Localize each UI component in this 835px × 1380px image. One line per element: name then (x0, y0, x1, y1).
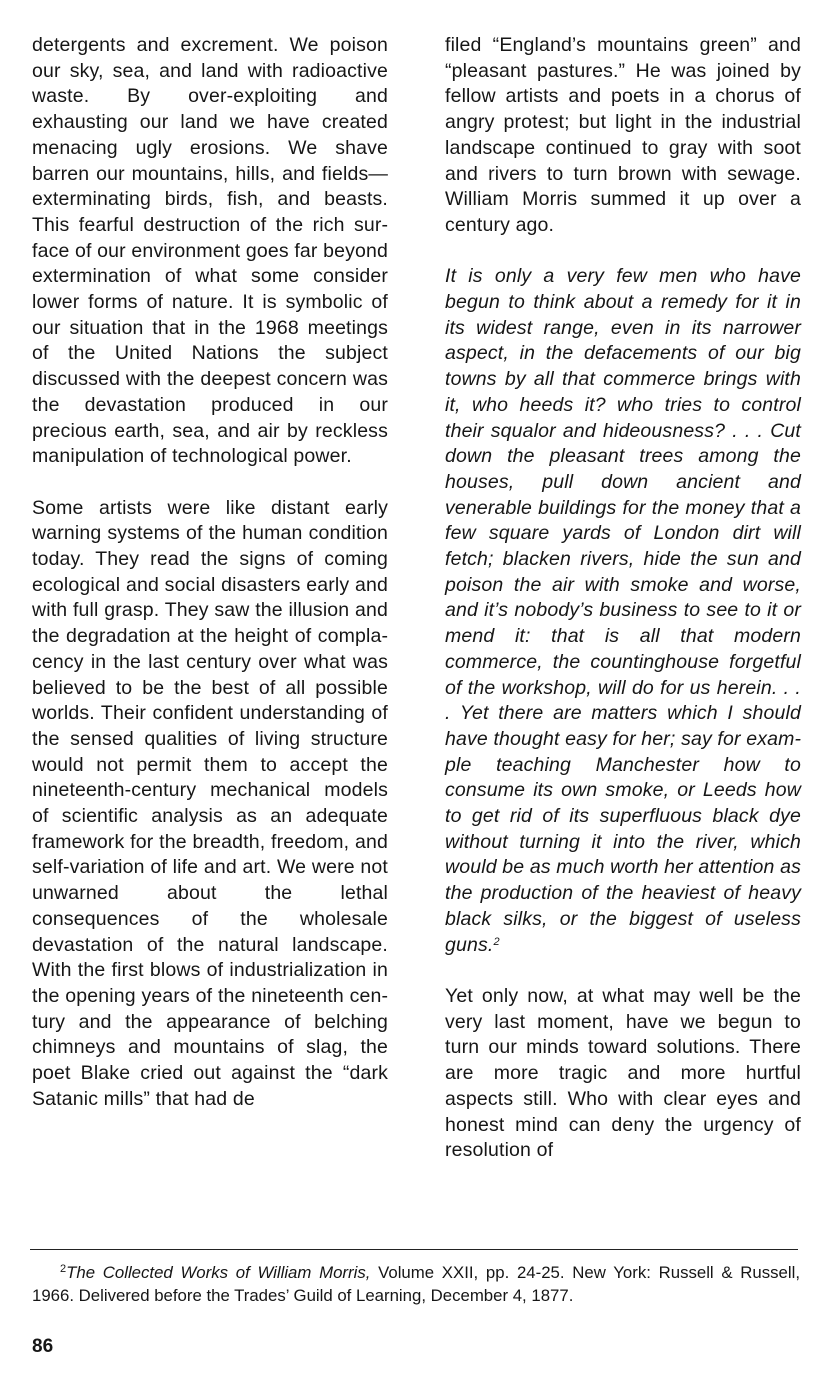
footnote-title: The Collected Works of William Morris, (66, 1263, 371, 1282)
page-number: 86 (32, 1336, 54, 1357)
body-paragraph: detergents and excrement. We poison our sky, sea, and land with radioactive waste. By over-exploiting and exhausting our land we have created menacing ugly erosions. We shave barren our mountains, hills, and fields—exterminating birds, fish, and beasts. This fearful destruction of the rich surface of our environment goes far beyond extermination of what some consider lower forms of nature. It is symbolic of our situation that in the 1968 meetings of the United Nations the subject discussed with the deepest concern was the devastation produced in our precious earth, sea, and air by reckless manipulation of technological power. (32, 34, 388, 468)
block-quote (445, 264, 801, 958)
body-paragraph: filed “England’s mountains green” and “pleasant pastures.” He was joined by fellow artists and poets in a chorus of angry protest; but light in the industrial landscape continued to gray with soot and rivers to turn brown with sewage. William Morris summed it up over a century ago. (445, 34, 801, 236)
footnote-divider (30, 1249, 798, 1250)
right-column (445, 33, 801, 1164)
left-column (32, 33, 388, 1113)
footnote-text: Volume XXII, pp. 24-25. New York: Russell & Russell, 1966. Delivered before the Trades’ Guild of Learning, December 4, 1877. (32, 1263, 800, 1305)
quote-text: It is only a very few men who have begun to think about a remedy for it in its widest range, even in its narrower aspect, in the defacements of our big towns by all that commerce brings with it, who heeds it? who tries to control their squalor and hideousness? . . . Cut down the pleasant trees among the houses, pull down ancient and venerable buildings for the money that a few square yards of London dirt will fetch; blacken rivers, hide the sun and poison the air with smoke and worse, and it’s nobody’s business to see to it or mend it: that is all that modern commerce, the countinghouse forgetful of the workshop, will do for us herein. . . . Yet there are matters which I should have thought easy for her; say for example teaching Manchester how to consume its own smoke, or Leeds how to get rid of its superfluous black dye without turning it into the river, which would be as much worth her attention as the production of the heaviest of heavy black silks, or the biggest of useless guns. (445, 265, 801, 956)
footnote (32, 1262, 800, 1307)
footnote-reference: 2 (493, 935, 500, 948)
footnote-number: 2 (60, 1263, 67, 1275)
body-paragraph: Yet only now, at what may well be the very last moment, have we begun to turn our minds toward solutions. There are more tragic and more hurtful aspects still. Who with clear eyes and honest mind can deny the urgency of resolution of (445, 984, 801, 1162)
body-paragraph: Some artists were like distant early warning systems of the human condition today. They read the signs of coming ecological and social disasters early and with full grasp. They saw the illusion and the degradation at the height of complacency in the last century over what was believed to be the best of all possible worlds. Their confident understanding of the sensed qualities of living structure would not permit them to accept the nineteenth-century mechanical models of scientific analysis as an adequate framework for the breadth, freedom, and self-variation of life and art. We were not unwarned about the lethal consequences of the wholesale devastation of the natural landscape. With the first blows of industrialization in the opening years of the nineteenth century and the appearance of belching chimneys and mountains of slag, the poet Blake cried out against the “dark Satanic mills” that had de (32, 496, 388, 1110)
